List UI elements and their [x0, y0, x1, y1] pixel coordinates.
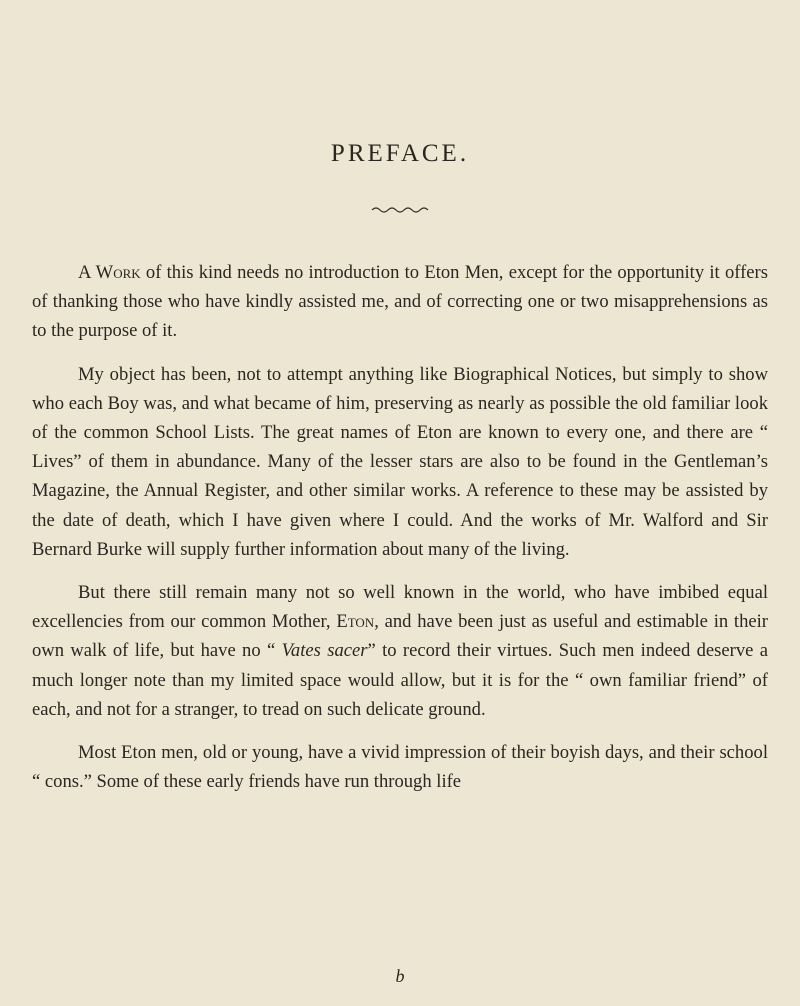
paragraph-4: Most Eton men, old or young, have a vivid impression of their boyish days, and their school “ cons.” Some of these early friends have run through life	[32, 742, 768, 793]
preface-body	[32, 258, 768, 796]
paragraph-3-part-c: ” to record their virtues. Such men indeed deserve a much longer note than my limited space would allow, but it is for the “ own familiar friend” of each, and not for a stranger, to tread on such delicate ground.	[32, 640, 768, 720]
ornament-divider	[370, 204, 430, 214]
paragraph-1-text: of this kind needs no introduction to Eton Men, except for the opportunity it offers of thanking those who have kindly assisted me, and of correcting one or two misapprehensions as to the purpose of it.	[32, 262, 768, 342]
work-small-caps: Work	[95, 262, 141, 283]
page-title: PREFACE.	[330, 140, 470, 167]
paragraph-1-lead: A	[78, 262, 96, 283]
paragraph-2: My object has been, not to attempt anything like Biographical Notices, but simply to show who each Boy was, and what became of him, preserving as nearly as possible the old familiar look of the common School Lists. The great names of Eton are known to every one, and there are “ Lives” of them in abundance. Many of the lesser stars are also to be found in the Gentleman’s Magazine, the Annual Register, and other similar works. A reference to these may be assisted by the date of death, which I have given where I could. And the works of Mr. Walford and Sir Bernard Burke will supply further information about many of the living.	[32, 363, 768, 560]
eton-small-caps: Eton	[336, 611, 375, 633]
paragraph-3-part-b: , and have been just as useful and estimable in their own walk of life, but have no “	[32, 611, 769, 662]
signature-mark: b	[395, 966, 405, 986]
paragraph-1	[32, 258, 768, 346]
vates-sacer-italic: Vates sacer	[281, 640, 368, 662]
paragraph-3-part-a: But there still remain many not so well known in the world, who have imbibed equal excellencies from our common Mother,	[32, 582, 768, 633]
paragraph-3	[32, 578, 768, 724]
